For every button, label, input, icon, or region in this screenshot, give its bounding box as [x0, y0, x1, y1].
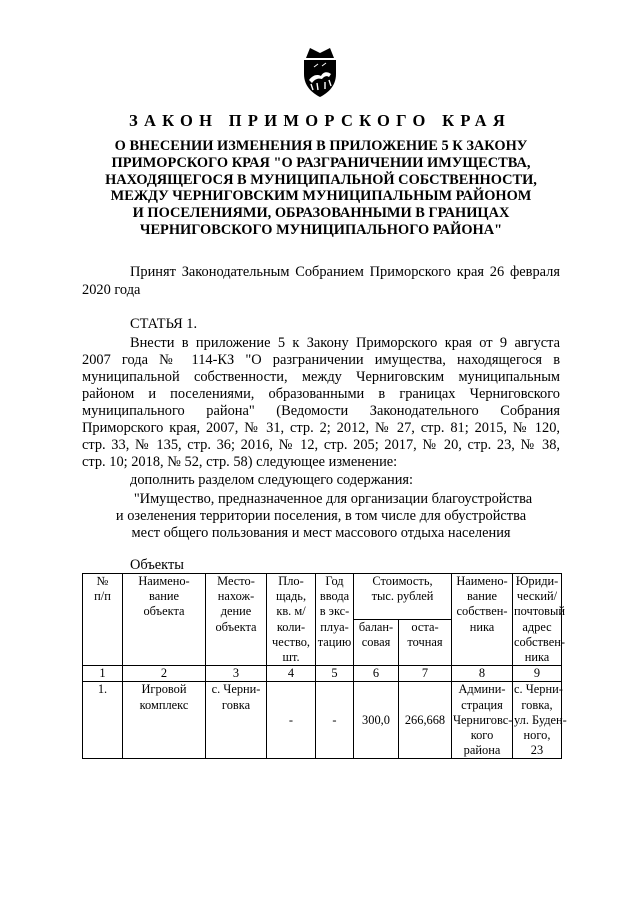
adoption-line: 2020 года — [82, 282, 141, 298]
paragraph-line: стр. 10; 2018, № 52, стр. 58) следующее изменение: — [82, 454, 398, 470]
cell-line: ника — [524, 650, 550, 665]
instruction-line: дополнить разделом следующего содержания: — [130, 472, 414, 488]
header-cell-location — [206, 574, 267, 666]
cell-line: Наимено- — [138, 574, 190, 588]
column-number-cell: 3 — [206, 666, 267, 682]
cell-line: ввода — [319, 589, 350, 604]
cell-line: в экс- — [319, 604, 350, 619]
header-cell-area — [267, 574, 316, 666]
cell-line: собствен- — [514, 634, 565, 649]
header-cell-address — [513, 574, 565, 666]
cell-area — [267, 682, 316, 759]
cell-line: нахож- — [217, 589, 255, 604]
header-cell-cost — [354, 574, 452, 620]
cell-line: Год — [325, 574, 344, 588]
header-row — [83, 574, 562, 620]
cell-line: чество, — [271, 634, 310, 649]
header-cell-year — [316, 574, 354, 666]
table-caption: Объекты — [130, 557, 184, 573]
paragraph-line: Внести в приложение 5 к Закону Приморского края от 9 августа — [130, 335, 560, 351]
column-number-cell: 2 — [123, 666, 206, 682]
header-cell-name — [123, 574, 206, 666]
cell-line: 1. — [97, 682, 108, 697]
header-cell-num — [83, 574, 123, 666]
quote-line: мест общего пользования и мест массового отдыха населения — [131, 525, 511, 541]
subtitle-line: ЧЕРНИГОВСКОГО МУНИЦИПАЛЬНОГО РАЙОНА" — [139, 221, 503, 238]
subtitle-line: МЕЖДУ ЧЕРНИГОВСКИМ МУНИЦИПАЛЬНЫМ РАЙОНОМ — [110, 188, 532, 205]
cell-line: 266,668 — [404, 712, 446, 727]
column-number-cell: 4 — [267, 666, 316, 682]
cell-location — [206, 682, 267, 759]
cell-line: Пло- — [278, 574, 304, 588]
quote-line: и озеленения территории поселения, в том числе для обустройства — [115, 508, 527, 524]
cell-line: объекта — [215, 619, 257, 634]
header-cell-cost-residual — [399, 620, 452, 666]
cell-owner — [452, 682, 513, 759]
cell-line: говка — [221, 697, 251, 712]
cell-cost-residual — [399, 682, 452, 759]
cell-line: - — [288, 712, 294, 727]
cell-line: объекта — [143, 604, 185, 619]
cell-line: коли- — [276, 619, 306, 634]
subtitle-line: НАХОДЯЩЕГОСЯ В МУНИЦИПАЛЬНОЙ СОБСТВЕННОСТИ, — [105, 171, 537, 188]
law-subtitle — [96, 138, 546, 239]
header-cell-cost-balance — [354, 620, 399, 666]
adoption-line: Принят Законодательным Собранием Приморского края 26 февраля — [130, 264, 560, 280]
paragraph-line: стр. 33, № 135, стр. 36; 2016, № 12, стр. 205; 2017, № 20, стр. 23, № 38, — [82, 437, 560, 453]
column-number-cell: 7 — [399, 666, 452, 682]
cell-line: собствен- — [456, 604, 508, 619]
cell-line: балан- — [358, 620, 394, 635]
cell-line: дение — [220, 604, 252, 619]
column-number-cell: 5 — [316, 666, 354, 682]
column-number-row — [83, 666, 562, 682]
cell-line: ника — [469, 619, 495, 634]
cell-address — [513, 682, 567, 759]
cell-line: района — [463, 743, 501, 758]
quote-line: "Имущество, предназначенное для организации благоустройства — [133, 491, 533, 507]
cell-line: Черниговс- — [453, 712, 513, 727]
cell-line: оста- — [411, 620, 439, 635]
cell-line: Наимено- — [456, 574, 508, 588]
cell-line: тыс. рублей — [371, 589, 434, 604]
subtitle-line: И ПОСЕЛЕНИЯМИ, ОБРАЗОВАННЫМИ В ГРАНИЦАХ — [132, 205, 510, 222]
article-heading: СТАТЬЯ 1. — [130, 316, 198, 332]
cell-line: с. Черни- — [514, 682, 563, 697]
cell-line: совая — [361, 635, 391, 650]
paragraph-line: Приморского края, 2007, № 31, стр. 2; 2012, № 27, стр. 81; 2015, № 120, — [82, 420, 560, 436]
cell-line: щадь, — [275, 589, 307, 604]
cell-line: ного, — [523, 728, 551, 743]
coat-of-arms-icon — [300, 44, 340, 98]
cell-line: 23 — [530, 743, 544, 758]
paragraph-line: районом и поселениями, образованными в границах Черниговского — [82, 386, 560, 402]
subtitle-line: ПРИМОРСКОГО КРАЯ "О РАЗГРАНИЧЕНИИ ИМУЩЕСТВА, — [111, 154, 531, 171]
column-number-cell: 6 — [354, 666, 399, 682]
cell-line: страция — [461, 697, 503, 712]
cell-line: кого — [470, 728, 494, 743]
cell-line: Место- — [217, 574, 255, 588]
cell-num — [83, 682, 123, 759]
paragraph-line: 2007 года № 114-КЗ "О разграничении имущества, находящегося в — [82, 352, 560, 368]
cell-line: ческий/ — [516, 589, 558, 604]
cell-line: шт. — [282, 650, 300, 665]
cell-line: - — [332, 712, 337, 727]
cell-line: тацию — [317, 634, 352, 649]
cell-year — [316, 682, 354, 759]
cell-line: точная — [407, 635, 443, 650]
cell-name — [123, 682, 206, 759]
cell-line: Юриди- — [515, 574, 559, 588]
cell-line: адрес — [522, 619, 552, 634]
subtitle-line: О ВНЕСЕНИИ ИЗМЕНЕНИЯ В ПРИЛОЖЕНИЕ 5 К ЗАКОНУ — [114, 138, 528, 154]
cell-line: плуа- — [320, 619, 349, 634]
cell-line: комплекс — [139, 697, 189, 712]
cell-line: вание — [149, 589, 179, 604]
cell-cost-balance — [354, 682, 399, 759]
cell-line: почтовый — [514, 604, 565, 619]
table-row — [83, 682, 562, 759]
objects-table — [82, 573, 567, 759]
column-number-cell: 9 — [513, 666, 562, 682]
cell-line: 300,0 — [362, 712, 390, 727]
cell-line: вание — [467, 589, 497, 604]
cell-line: Админи- — [458, 682, 506, 697]
cell-line: п/п — [94, 589, 111, 604]
cell-line: ул. Буден- — [514, 712, 567, 727]
header-cell-owner — [452, 574, 513, 666]
cell-line: кв. м/ — [276, 604, 306, 619]
paragraph-line: муниципальной собственности, между Черниговским муниципальным — [82, 369, 560, 385]
cell-line: Стоимость, — [372, 574, 433, 588]
law-title: ЗАКОН ПРИМОРСКОГО КРАЯ — [128, 111, 512, 130]
column-number-cell: 1 — [83, 666, 123, 682]
paragraph-line: муниципального района" (Ведомости Законодательного Собрания — [82, 403, 560, 419]
cell-line: с. Черни- — [211, 682, 261, 697]
cell-line: говка, — [521, 697, 553, 712]
cell-line: № — [96, 574, 109, 588]
cell-line: Игровой — [141, 682, 187, 697]
column-number-cell: 8 — [452, 666, 513, 682]
